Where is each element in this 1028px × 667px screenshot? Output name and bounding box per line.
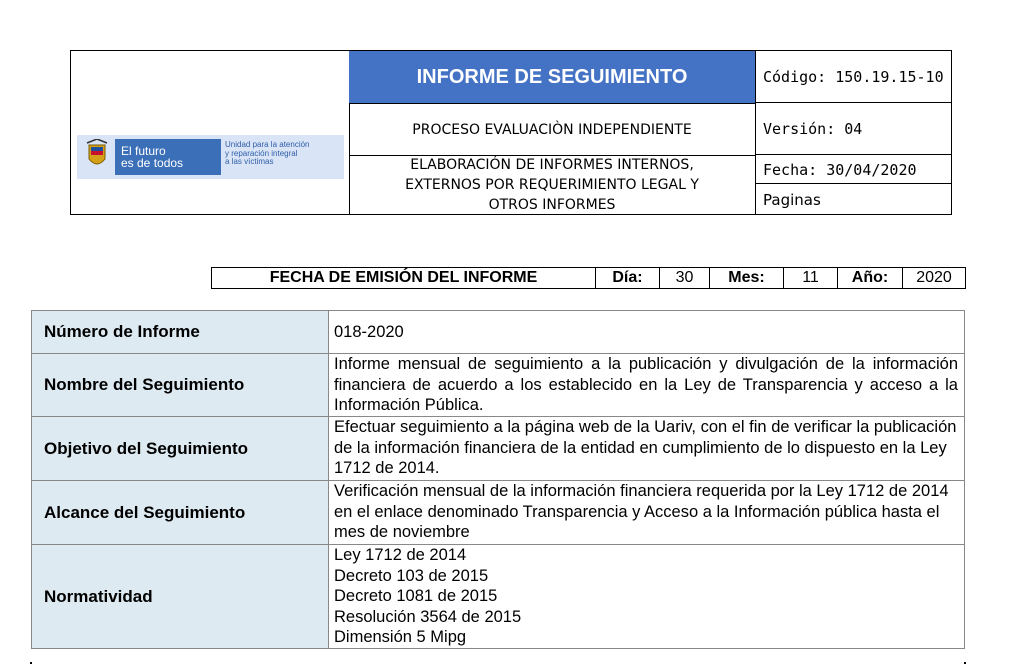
logo-entity-line: Unidad para la atención: [225, 140, 310, 149]
page-corner-mark: [964, 662, 966, 664]
report-title-cell: [349, 51, 755, 104]
report-info-table: [31, 310, 965, 649]
tracking-name-label: Nombre del Seguimiento: [32, 354, 329, 416]
day-label: Día:: [596, 268, 660, 288]
regulation-item: Ley 1712 de 2014: [334, 546, 467, 564]
logo-slogan-block: [115, 139, 221, 175]
logo-entity-name: [225, 141, 310, 167]
month-value: 11: [784, 268, 838, 288]
logo-entity-line: y reparación integral: [225, 148, 298, 158]
regulations-list: [329, 545, 964, 648]
table-row: [32, 354, 964, 417]
pages-field: Paginas: [763, 190, 821, 209]
logo-entity-line: a las víctimas: [225, 157, 274, 166]
year-label: Año:: [838, 268, 903, 288]
table-row: [32, 545, 964, 648]
objective-label: Objetivo del Seguimiento: [32, 417, 329, 480]
logo-slogan-line: El futuro: [121, 144, 166, 158]
regulation-item: Decreto 1081 de 2015: [334, 587, 498, 605]
document-header: [70, 50, 952, 215]
logo-slogan-line: es de todos: [121, 156, 184, 170]
date-field: Fecha: 30/04/2020: [756, 156, 952, 184]
scope-value: Verificación mensual de la información financiera requerida por la Ley 1712 de 2014 en el enlace denominado Transparencia y Acceso a la Información pública hasta el mes de noviembre: [334, 482, 949, 541]
regulation-item: Decreto 103 de 2015: [334, 566, 489, 585]
process-name: PROCESO EVALUACIÒN INDEPENDIENTE: [349, 104, 755, 156]
emission-date-label: FECHA DE EMISIÓN DEL INFORME: [212, 268, 596, 288]
regulation-item: Dimensión 5 Mipg: [334, 628, 467, 646]
procedure-line: EXTERNOS POR REQUERIMIENTO LEGAL Y: [405, 177, 699, 193]
code-field: Código: 150.19.15-10: [756, 51, 952, 103]
version-field: Versión: 04: [756, 104, 952, 155]
report-number-value: 018-2020: [334, 322, 404, 341]
report-title: INFORME DE SEGUIMIENTO: [416, 65, 688, 88]
report-number-label: Número de Informe: [32, 311, 329, 353]
page-corner-mark: [30, 662, 32, 664]
regulation-item: Resolución 3564 de 2015: [334, 607, 522, 626]
day-value: 30: [660, 268, 710, 288]
table-row: [32, 417, 964, 481]
procedure-line: ELABORACIÓN DE INFORMES INTERNOS,: [410, 157, 694, 173]
procedure-line: OTROS INFORMES: [488, 197, 616, 213]
header-middle: [349, 51, 756, 214]
table-row: [32, 311, 964, 354]
institution-logo: [77, 135, 344, 179]
scope-label: Alcance del Seguimiento: [32, 481, 329, 544]
month-label: Mes:: [710, 268, 784, 288]
emission-date-row: [211, 267, 966, 289]
regulations-label: Normatividad: [32, 545, 329, 648]
header-right: [756, 51, 952, 214]
tracking-name-value: Informe mensual de seguimiento a la publicación y divulgación de la información financiera de acuerdo a los establecido en la Ley de Transparencia y acceso a la Información Pública.: [334, 355, 958, 414]
logo-cell: [71, 51, 350, 214]
table-row: [32, 481, 964, 545]
coat-of-arms-icon: [85, 139, 109, 175]
objective-value: Efectuar seguimiento a la página web de la Uariv, con el fin de verificar la publicación de la información financiera de la entidad en cumplimiento de lo dispuesto en la Ley 1712 de 2014.: [334, 418, 957, 477]
procedure-name: [349, 156, 755, 214]
year-value: 2020: [916, 269, 952, 286]
